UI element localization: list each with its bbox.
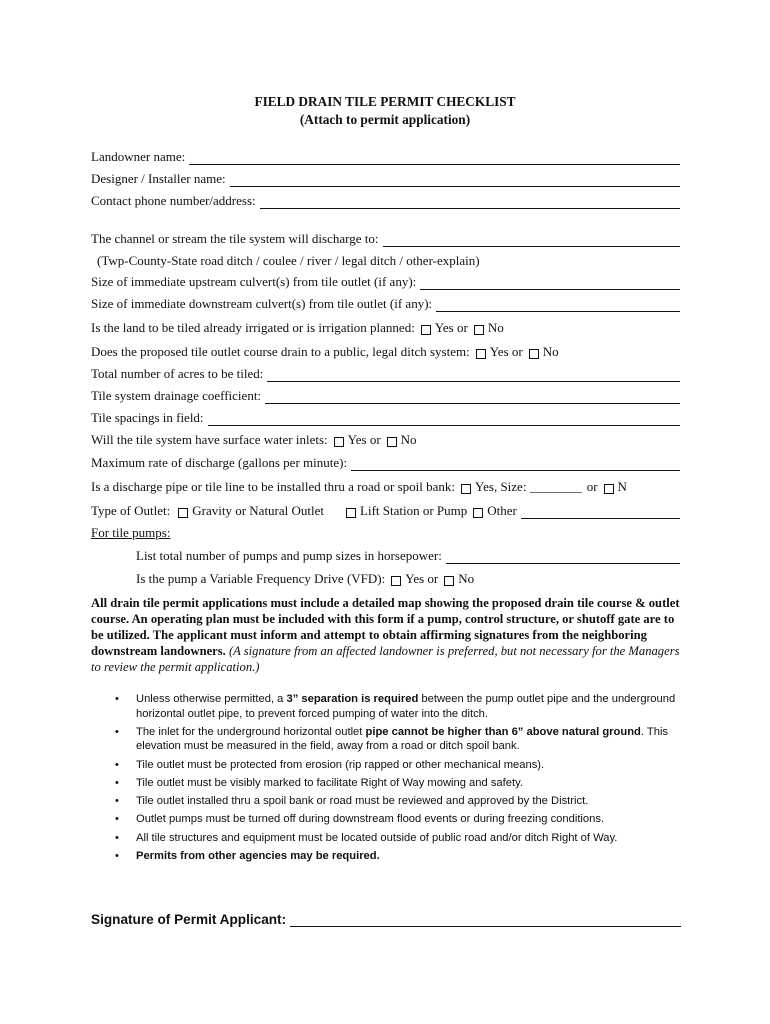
- upstream-field[interactable]: [420, 277, 680, 290]
- downstream-field[interactable]: [436, 299, 680, 312]
- designer-row: [91, 169, 680, 187]
- landowner-field[interactable]: [189, 152, 680, 165]
- list-item: • Tile outlet must be visibly marked to facilitate Right of Way mowing and safety.: [115, 776, 523, 789]
- legal-ditch-no-checkbox[interactable]: [529, 349, 539, 359]
- signature-field[interactable]: [290, 912, 681, 927]
- downstream-label: Size of immediate downstream culvert(s) from tile outlet (if any):: [91, 296, 433, 311]
- discharge-no-checkbox[interactable]: [604, 484, 614, 494]
- discharge-yes-size: Yes, Size: ________: [475, 479, 582, 494]
- outlet-type-label: Type of Outlet:: [91, 503, 171, 518]
- landowner-row: [91, 147, 680, 165]
- inlets-yes-checkbox[interactable]: [334, 437, 344, 447]
- irrigated-no-label: No: [487, 320, 504, 335]
- irrigated-label: Is the land to be tiled already irrigated or is irrigation planned:: [91, 320, 415, 335]
- outlet-type-row: [91, 501, 680, 519]
- irrigated-yes-checkbox[interactable]: [421, 325, 431, 335]
- channel-row: [91, 229, 680, 247]
- legal-ditch-yes-checkbox[interactable]: [476, 349, 486, 359]
- upstream-row: [91, 272, 680, 290]
- max-rate-field[interactable]: [351, 458, 680, 471]
- notice-italic-text: (A signature from an affected landowner is preferred, but not necessary for the Managers to review the permit application.): [91, 644, 680, 674]
- bullet-icon: •: [115, 831, 119, 844]
- spacings-label: Tile spacings in field:: [91, 410, 204, 425]
- lift-station-label: Lift Station or Pump: [360, 503, 468, 518]
- bullet-icon: •: [115, 776, 119, 789]
- vfd-yes-label: Yes or: [405, 571, 439, 586]
- coefficient-row: [91, 386, 680, 404]
- list-item: • Tile outlet must be protected from erosion (rip rapped or other mechanical means).: [115, 758, 545, 771]
- acres-field[interactable]: [267, 369, 680, 382]
- acres-row: [91, 364, 680, 382]
- pumps-header-row: [91, 523, 680, 541]
- inlets-label: Will the tile system have surface water inlets:: [91, 432, 328, 447]
- legal-ditch-row: [91, 342, 680, 360]
- signature-label: Signature of Permit Applicant:: [91, 912, 287, 927]
- irrigated-row: [91, 318, 680, 336]
- inlets-row: [91, 430, 680, 448]
- form-title: FIELD DRAIN TILE PERMIT CHECKLIST: [254, 94, 516, 109]
- legal-ditch-no-label: No: [542, 344, 559, 359]
- other-outlet-field[interactable]: [521, 506, 680, 519]
- bullet-icon: •: [115, 795, 119, 808]
- other-outlet-checkbox[interactable]: [473, 508, 483, 518]
- pumps-list-label: List total number of pumps and pump sizes in horsepower:: [136, 548, 442, 563]
- gravity-label: Gravity or Natural Outlet: [192, 503, 325, 518]
- channel-label: The channel or stream the tile system will discharge to:: [91, 231, 379, 246]
- legal-ditch-yes-label: Yes or: [489, 344, 523, 359]
- requirements-list: [91, 692, 685, 867]
- acres-label: Total number of acres to be tiled:: [91, 366, 264, 381]
- channel-field[interactable]: [383, 234, 681, 247]
- gravity-checkbox[interactable]: [178, 508, 188, 518]
- form-subtitle: (Attach to permit application): [299, 112, 471, 127]
- list-item: • Outlet pumps must be turned off during downstream flood events or during freezing conditions.: [115, 813, 605, 826]
- discharge-n-label: N: [617, 479, 627, 494]
- contact-row: [91, 191, 680, 209]
- discharge-pipe-label: Is a discharge pipe or tile line to be installed thru a road or spoil bank:: [91, 479, 456, 494]
- vfd-no-label: No: [458, 571, 475, 586]
- contact-label: Contact phone number/address:: [91, 193, 256, 208]
- bullet-icon: •: [115, 850, 119, 863]
- bullet-icon: •: [115, 758, 119, 771]
- list-item: • Tile outlet installed thru a spoil bank or road must be reviewed and approved by the District.: [115, 795, 589, 808]
- discharge-yes-checkbox[interactable]: [461, 484, 471, 494]
- channel-options-row: [97, 251, 686, 269]
- landowner-label: Landowner name:: [91, 149, 186, 164]
- downstream-row: [91, 294, 680, 312]
- coefficient-field[interactable]: [265, 391, 680, 404]
- vfd-label: Is the pump a Variable Frequency Drive (VFD):: [136, 571, 386, 586]
- inlets-no-checkbox[interactable]: [387, 437, 397, 447]
- inlets-yes-label: Yes or: [347, 432, 381, 447]
- vfd-row: [136, 569, 680, 587]
- upstream-label: Size of immediate upstream culvert(s) from tile outlet (if any):: [91, 274, 417, 289]
- list-item: • All tile structures and equipment must be located outside of public road and/or ditch Right of Way.: [115, 831, 618, 844]
- list-item: • Permits from other agencies may be required.: [115, 850, 380, 863]
- bullet-icon: •: [115, 813, 119, 826]
- designer-field[interactable]: [230, 174, 680, 187]
- max-rate-label: Maximum rate of discharge (gallons per minute):: [91, 455, 348, 470]
- contact-field[interactable]: [260, 196, 680, 209]
- max-rate-row: [91, 453, 680, 471]
- notice-bold-text: All drain tile permit applications must include a detailed map showing the proposed drain tile course & outlet course. An operating plan must be included with this form if a pump, control structure, or shutoff gate are to be utilized. The applicant must inform and attempt to obtain affirming signatures from the neighboring downstream landowners.: [91, 596, 680, 658]
- irrigated-no-checkbox[interactable]: [474, 325, 484, 335]
- discharge-pipe-row: [91, 477, 680, 495]
- inlets-no-label: No: [400, 432, 417, 447]
- bullet-icon: •: [115, 725, 119, 738]
- map-requirement-notice: [91, 595, 681, 675]
- other-outlet-label: Other: [487, 503, 517, 518]
- spacings-field[interactable]: [208, 413, 680, 426]
- spacings-row: [91, 408, 680, 426]
- channel-options-text: (Twp-County-State road ditch / coulee / river / legal ditch / other-explain): [97, 253, 480, 268]
- irrigated-yes-label: Yes or: [434, 320, 468, 335]
- designer-label: Designer / Installer name:: [91, 171, 226, 186]
- vfd-yes-checkbox[interactable]: [391, 576, 401, 586]
- lift-station-checkbox[interactable]: [346, 508, 356, 518]
- vfd-no-checkbox[interactable]: [444, 576, 454, 586]
- list-item: • The inlet for the underground horizontal outlet pipe cannot be higher than 6” above natural ground. This elevation must be measured in the field, away from a road or ditch spoil bank.: [115, 725, 669, 753]
- bullet-icon: •: [115, 693, 119, 705]
- pumps-list-field[interactable]: [446, 551, 680, 564]
- pumps-header: For tile pumps:: [91, 525, 171, 540]
- pumps-list-row: [136, 546, 680, 564]
- list-item: • Unless otherwise permitted, a 3” separation is required between the pump outlet pipe and the underground horizontal outlet pipe, to prevent forced pumping of water into the ditch.: [115, 693, 676, 720]
- discharge-or-label: or: [586, 479, 598, 494]
- legal-ditch-label: Does the proposed tile outlet course drain to a public, legal ditch system:: [91, 344, 470, 359]
- signature-row: [91, 912, 681, 927]
- coefficient-label: Tile system drainage coefficient:: [91, 388, 262, 403]
